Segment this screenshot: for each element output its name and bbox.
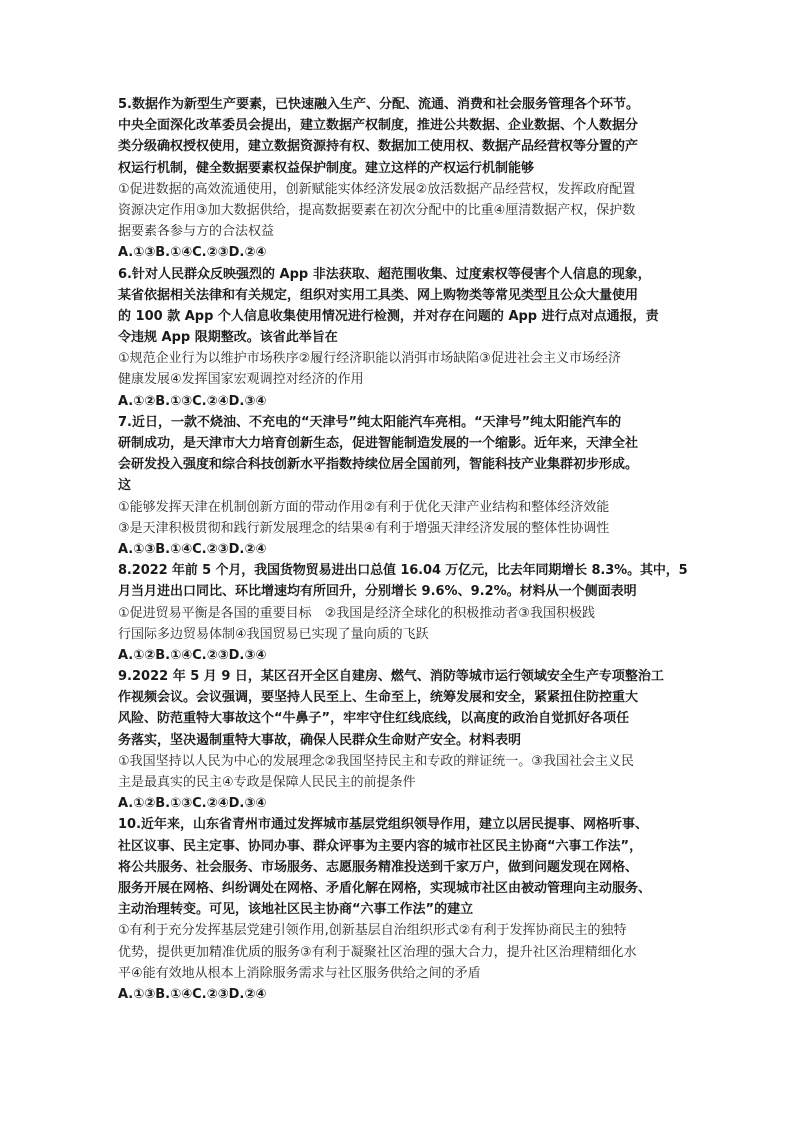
answer-line: A.①③B.①④C.②③D.②④ — [118, 541, 267, 557]
stem-line: 5.数据作为新型生产要素，已快速融入生产、分配、流通、消费和社会服务管理各个环节。 — [118, 97, 639, 112]
answer-line: A.①③B.①④C.②③D.②④ — [118, 986, 267, 1002]
answer-line: A.①③B.①④C.②③D.②④ — [118, 245, 267, 261]
question-options — [118, 179, 688, 243]
option-line: ①促进贸易平衡是各国的重要目标 ②我国是经济全球化的积极推动者③我国积极践 — [118, 605, 595, 621]
option-line: 行国际多边贸易体制④我国贸易已实现了量向质的飞跃 — [118, 626, 429, 642]
option-line: 资源决定作用③加大数据供给，提高数据要素在初次分配中的比重④厘清数据产权，保护数 — [118, 202, 636, 218]
stem-line: 主动治理转变。可见，该地社区民主协商“六事工作法”的建立 — [118, 902, 474, 918]
question-options — [118, 348, 688, 390]
stem-line: 风险、防范重特大事故这个“牛鼻子”，牢牢守住红线底线，以高度的政治自觉抓好各项任 — [118, 711, 630, 727]
stem-line: 将公共服务、社会服务、市场服务、志愿服务精准投送到千家万户，做到问题发现在网格、 — [118, 859, 639, 875]
answer-choices — [118, 391, 688, 412]
question-options — [118, 751, 688, 793]
exam-page — [118, 94, 688, 1005]
option-line: ①能够发挥天津在机制创新方面的带动作用②有利于优化天津产业结构和整体经济效能 — [118, 499, 610, 515]
question-stem — [118, 814, 688, 920]
question-options — [118, 497, 688, 539]
stem-line: 中央全面深化改革委员会提出，建立数据产权制度，推进公共数据、企业数据、个人数据分 — [118, 118, 639, 134]
question-8 — [118, 560, 688, 666]
option-line: 健康发展④发挥国家宏观调控对经济的作用 — [118, 372, 364, 388]
option-line: 主是最真实的民主④专政是保障人民民主的前提条件 — [118, 775, 416, 790]
question-stem — [118, 560, 688, 602]
stem-line: 会研发投入强度和综合科技创新水平指数持续位居全国前列，智能科技产业集群初步形成。 — [118, 457, 639, 473]
question-5 — [118, 94, 688, 264]
question-options — [118, 920, 688, 984]
option-line: ③是天津积极贯彻和践行新发展理念的结果④有利于增强天津经济发展的整体性协调性 — [118, 520, 610, 536]
option-line: ①有利于充分发挥基层党建引领作用,创新基层自治组织形式②有利于发挥协商民主的独特 — [118, 923, 627, 939]
answer-line: A.①②B.①③C.②④D.③④ — [118, 393, 267, 409]
question-10 — [118, 814, 688, 1005]
option-line: ①我国坚持以人民为中心的发展理念②我国坚持民主和专政的辩证统一。③我国社会主义民 — [118, 753, 634, 769]
answer-line: A.①②B.①③C.②④D.③④ — [118, 796, 267, 812]
question-stem — [118, 94, 688, 179]
stem-line: 服务开展在网格、纠纷调处在网格、矛盾化解在网格，实现城市社区由被动管理向主动服务、 — [118, 880, 652, 896]
question-stem — [118, 666, 688, 751]
option-line: 据要素各参与方的合法权益 — [118, 224, 275, 240]
answer-choices — [118, 793, 688, 814]
stem-line: 9.2022 年 5 月 9 日，某区召开全区自建房、燃气、消防等城市运行领域安全生产专项整治工 — [118, 669, 664, 685]
question-9 — [118, 666, 688, 814]
stem-line: 的 100 款 App 个人信息收集使用情况进行检测，并对存在问题的 App 进行点对点通报，责 — [118, 308, 659, 324]
option-line: ①规范企业行为以维护市场秩序②履行经济职能以消弭市场缺陷③促进社会主义市场经济 — [118, 351, 621, 367]
stem-line: 这 — [118, 478, 132, 494]
question-options — [118, 603, 688, 645]
answer-line: A.①②B.①④C.②③D.③④ — [118, 647, 267, 663]
stem-line: 社区议事、民主定事、协同办事、群众评事为主要内容的城市社区民主协商“六事工作法”， — [118, 838, 643, 854]
question-stem — [118, 412, 688, 497]
option-line: ①促进数据的高效流通使用，创新赋能实体经济发展②放活数据产品经营权，发挥政府配置 — [118, 181, 636, 197]
option-line: 优势，提供更加精准优质的服务③有利于凝聚社区治理的强大合力，提升社区治理精细化水 — [118, 944, 637, 960]
stem-line: 某省依据相关法律和有关规定，组织对实用工具类、网上购物类等常见类型且公众大量使用 — [118, 287, 639, 303]
question-6 — [118, 264, 688, 412]
stem-line: 6.针对人民群众反映强烈的 App 非法获取、超范围收集、过度索权等侵害个人信息的现象， — [118, 266, 651, 282]
stem-line: 研制成功，是天津市大力培育创新生态，促进智能制造发展的一个缩影。近年来，天津全社 — [118, 436, 639, 451]
question-stem — [118, 264, 688, 349]
answer-choices — [118, 645, 688, 666]
stem-line: 8.2022 年前 5 个月，我国货物贸易进出口总值 16.04 万亿元，比去年同期增长 8.3%。其中，5 — [118, 563, 688, 579]
option-line: 平④能有效地从根本上消除服务需求与社区服务供给之间的矛盾 — [118, 965, 481, 981]
stem-line: 7.近日，一款不烧油、不充电的“天津号”纯太阳能汽车亮相。“天津号”纯太阳能汽车的 — [118, 414, 622, 430]
question-7 — [118, 412, 688, 560]
stem-line: 月当月进出口同比、环比增速均有所回升，分别增长 9.6%、9.2%。材料从一个侧面表明 — [118, 584, 637, 600]
stem-line: 令违规 App 限期整改。该省此举旨在 — [118, 330, 338, 346]
stem-line: 类分级确权授权使用，建立数据资源持有权、数据加工使用权、数据产品经营权等分置的产 — [118, 139, 639, 155]
answer-choices — [118, 242, 688, 263]
stem-line: 10.近年来，山东省青州市通过发挥城市基层党组织领导作用，建立以居民提事、网格听事、 — [118, 817, 649, 833]
answer-choices — [118, 539, 688, 560]
answer-choices — [118, 984, 688, 1005]
stem-line: 务落实，坚决遏制重特大事故，确保人民群众生命财产安全。材料表明 — [118, 732, 522, 748]
stem-line: 作视频会议。会议强调，要坚持人民至上、生命至上，统筹发展和安全，紧紧扭住防控重大 — [118, 690, 639, 706]
stem-line: 权运行机制，健全数据要素权益保护制度。建立这样的产权运行机制能够 — [118, 160, 535, 176]
